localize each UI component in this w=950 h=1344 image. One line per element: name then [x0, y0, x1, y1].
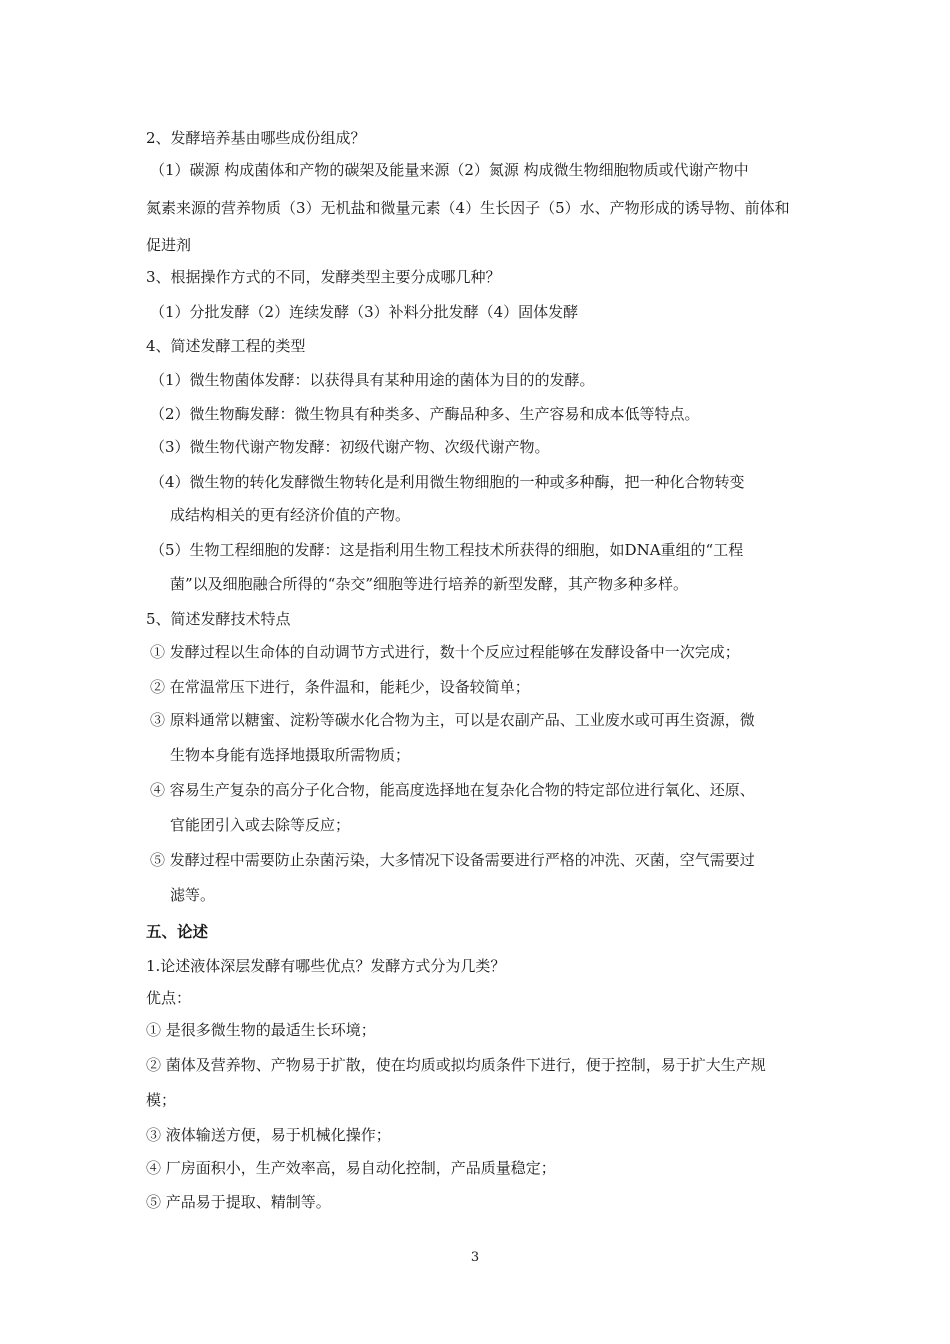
answer-line: 生物本身能有选择地摄取所需物质；: [170, 746, 411, 764]
answer-line: 模；: [146, 1091, 177, 1109]
answer-line: 官能团引入或去除等反应；: [170, 816, 351, 834]
answer-line: ① 发酵过程以生命体的自动调节方式进行，数十个反应过程能够在发酵设备中一次完成；: [150, 643, 740, 661]
answer-line: （1）分批发酵（2）连续发酵（3）补料分批发酵（4）固体发酵: [150, 303, 579, 321]
answer-label: 优点：: [146, 989, 192, 1007]
answer-line: ③ 原料通常以糖蜜、淀粉等碳水化合物为主，可以是农副产品、工业废水或可再生资源，微: [150, 711, 755, 729]
answer-line: 菌”以及细胞融合所得的“杂交”细胞等进行培养的新型发酵，其产物多种多样。: [170, 575, 689, 593]
answer-line: ③ 液体输送方便，易于机械化操作；: [146, 1126, 391, 1144]
answer-line: ⑤ 产品易于提取、精制等。: [146, 1193, 331, 1211]
answer-line: ④ 厂房面积小，生产效率高，易自动化控制，产品质量稳定；: [146, 1159, 556, 1177]
answer-line: （2）微生物酶发酵：微生物具有种类多、产酶品种多、生产容易和成本低等特点。: [150, 405, 700, 423]
question-3: 3、根据操作方式的不同，发酵类型主要分成哪几种？: [146, 268, 501, 286]
answer-line: （1）碳源 构成菌体和产物的碳架及能量来源（2）氮源 构成微生物细胞物质或代谢产物中: [150, 161, 749, 179]
answer-line: （3）微生物代谢产物发酵：初级代谢产物、次级代谢产物。: [150, 438, 550, 456]
answer-line: 氮素来源的营养物质（3）无机盐和微量元素（4）生长因子（5）水、产物形成的诱导物、前体和: [146, 199, 790, 217]
question-4: 4、简述发酵工程的类型: [146, 337, 306, 355]
answer-line: ② 在常温常压下进行，条件温和，能耗少，设备较简单；: [150, 678, 530, 696]
answer-line: （5）生物工程细胞的发酵：这是指利用生物工程技术所获得的细胞，如DNA重组的“工程: [150, 541, 744, 559]
page-number: 3: [470, 1250, 480, 1265]
answer-line: 促进剂: [146, 236, 192, 254]
answer-line: ⑤ 发酵过程中需要防止杂菌污染，大多情况下设备需要进行严格的冲洗、灭菌，空气需要过: [150, 851, 755, 869]
answer-line: 滤等。: [170, 886, 216, 904]
question-2: 2、发酵培养基由哪些成份组成？: [146, 129, 366, 147]
answer-line: ① 是很多微生物的最适生长环境；: [146, 1021, 376, 1039]
answer-line: （4）微生物的转化发酵微生物转化是利用微生物细胞的一种或多种酶，把一种化合物转变: [150, 473, 745, 491]
question-5: 5、简述发酵技术特点: [146, 610, 291, 628]
answer-line: ④ 容易生产复杂的高分子化合物，能高度选择地在复杂化合物的特定部位进行氧化、还原、: [150, 781, 755, 799]
answer-line: （1）微生物菌体发酵：以获得具有某种用途的菌体为目的的发酵。: [150, 371, 595, 389]
answer-line: ② 菌体及营养物、产物易于扩散，使在均质或拟均质条件下进行，便于控制，易于扩大生产规: [146, 1056, 766, 1074]
section-heading: 五、论述: [146, 923, 209, 941]
answer-line: 成结构相关的更有经济价值的产物。: [170, 506, 411, 524]
question-discussion-1: 1.论述液体深层发酵有哪些优点？发酵方式分为几类？: [146, 957, 506, 975]
